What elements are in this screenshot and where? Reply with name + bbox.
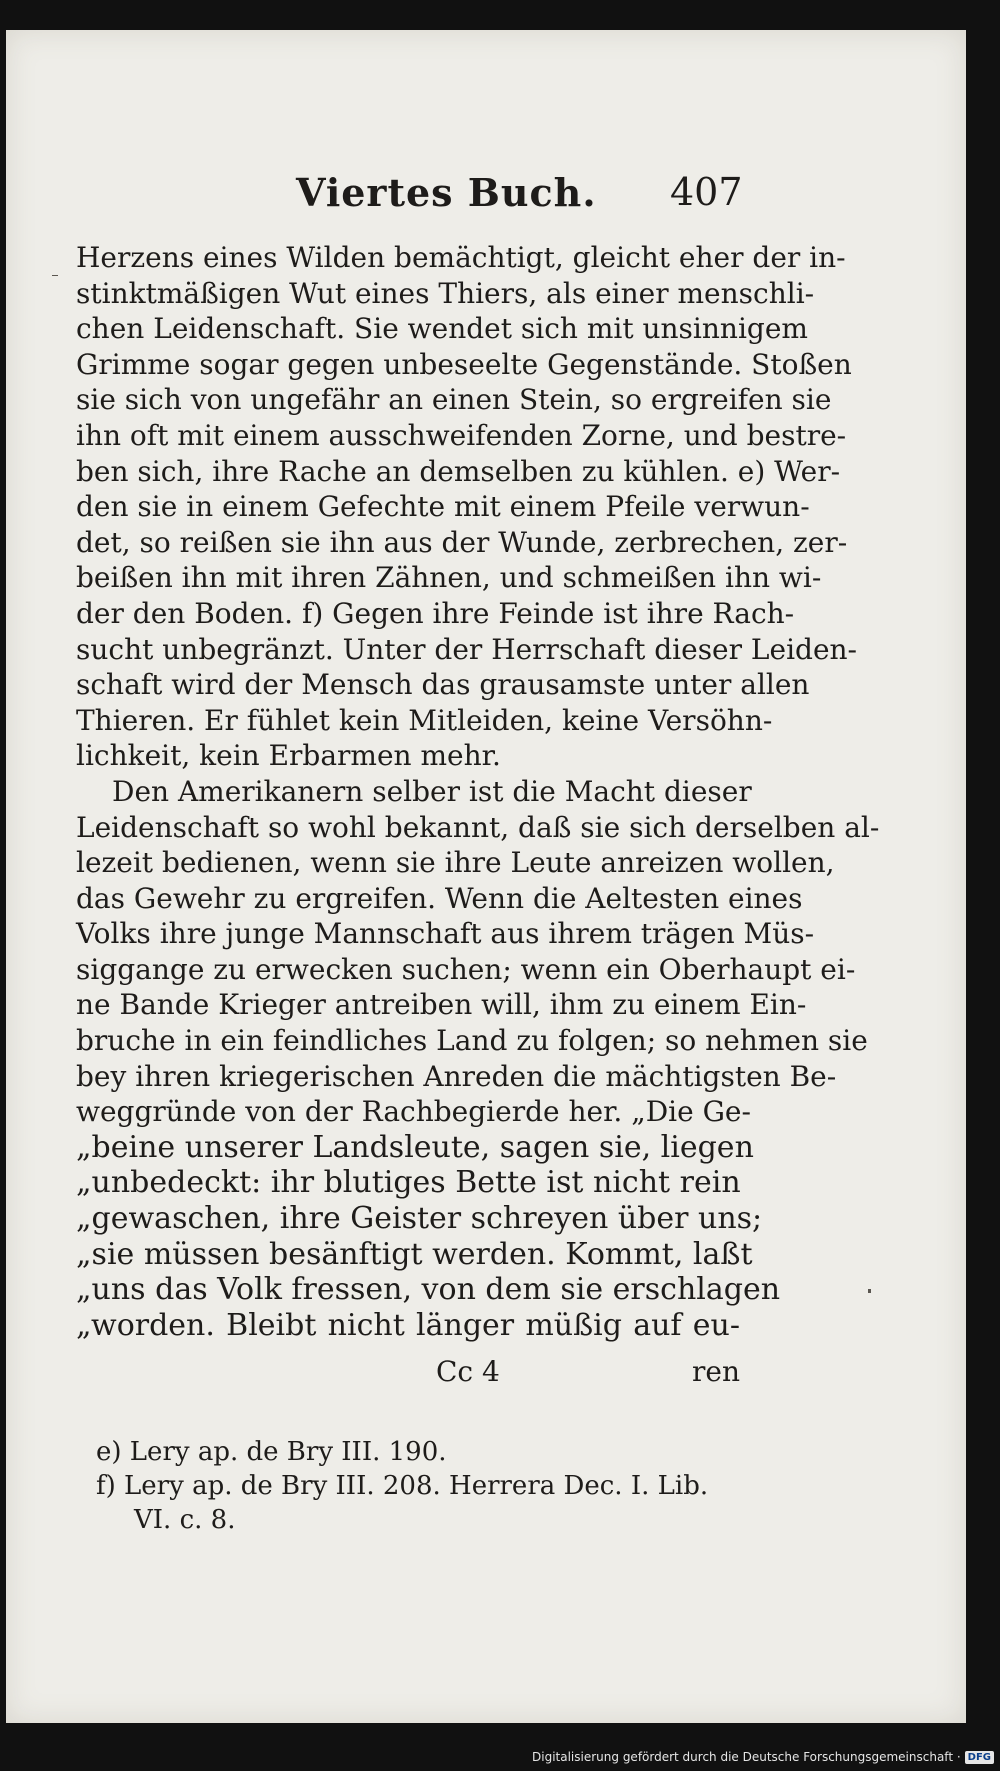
footnote-f: f) Lery ap. de Bry III. 208. Herrera Dec. I. Lib.: [96, 1471, 709, 1501]
text-line: siggange zu erwecken suchen; wenn ein Oberhaupt ei-: [76, 952, 856, 986]
catchword: ren: [692, 1355, 740, 1388]
text-line: lichkeit, kein Erbarmen mehr.: [76, 739, 501, 773]
credit-text: Digitalisierung gefördert durch die Deutsche Forschungsgemeinschaft ·: [532, 1750, 961, 1764]
text-line: schaft wird der Mensch das grausamste unter allen: [76, 668, 810, 702]
text-line: chen Leidenschaft. Sie wendet sich mit unsinnigem: [76, 312, 808, 346]
quoted-line: „worden. Bleibt nicht länger müßig auf eu-: [76, 1307, 740, 1343]
signature-mark: Cc 4: [436, 1355, 500, 1388]
text-line: Grimme sogar gegen unbeseelte Gegenstände. Stoßen: [76, 347, 852, 381]
paper-sheet: [6, 30, 966, 1723]
text-line: sucht unbegränzt. Unter der Herrschaft dieser Leiden-: [76, 632, 858, 666]
text-line: Volks ihre junge Mannschaft aus ihrem trägen Müs-: [76, 917, 815, 951]
text-line: det, so reißen sie ihn aus der Wunde, zerbrechen, zer-: [76, 525, 848, 559]
text-line: das Gewehr zu ergreifen. Wenn die Aeltesten eines: [76, 881, 803, 915]
text-line: Den Amerikanern selber ist die Macht dieser: [112, 774, 752, 808]
digitization-credit: [532, 1747, 994, 1767]
running-title: Viertes Buch.: [296, 170, 597, 215]
footnote-f-continuation: VI. c. 8.: [134, 1505, 236, 1535]
text-line: den sie in einem Gefechte mit einem Pfeile verwun-: [76, 490, 810, 524]
quoted-line: „uns das Volk fressen, von dem sie erschlagen: [76, 1272, 781, 1308]
text-line: Thieren. Er fühlet kein Mitleiden, keine Versöhn-: [76, 703, 773, 737]
text-line: weggründe von der Rachbegierde her. „Die Ge-: [76, 1095, 751, 1129]
quoted-line: „gewaschen, ihre Geister schreyen über uns;: [76, 1201, 763, 1237]
footnote-e: e) Lery ap. de Bry III. 190.: [96, 1437, 447, 1467]
paper-speck: [52, 275, 58, 276]
page-number: 407: [670, 170, 743, 214]
text-line: ihn oft mit einem ausschweifenden Zorne, und bestre-: [76, 418, 847, 452]
dfg-logo: DFG: [965, 1751, 994, 1764]
text-line: lezeit bedienen, wenn sie ihre Leute anreizen wollen,: [76, 846, 835, 880]
text-line: Herzens eines Wilden bemächtigt, gleicht eher der in-: [76, 241, 846, 274]
text-line: ne Bande Krieger antreiben will, ihm zu einem Ein-: [76, 988, 807, 1022]
text-line: stinktmäßigen Wut eines Thiers, als einer menschli-: [76, 276, 815, 310]
text-line: ben sich, ihre Rache an demselben zu kühlen. e) Wer-: [76, 454, 841, 488]
text-line: der den Boden. f) Gegen ihre Feinde ist ihre Rach-: [76, 596, 795, 630]
body-text: [76, 240, 880, 1343]
quoted-line: „beine unserer Landsleute, sagen sie, liegen: [76, 1129, 754, 1165]
text-line: Leidenschaft so wohl bekannt, daß sie sich derselben al-: [76, 810, 880, 844]
text-line: bruche in ein feindliches Land zu folgen; so nehmen sie: [76, 1024, 868, 1058]
text-line: sie sich von ungefähr an einen Stein, so ergreifen sie: [76, 383, 832, 417]
signature-row: [76, 1355, 740, 1395]
footnotes: [96, 1435, 756, 1537]
quoted-line: „unbedeckt: ihr blutiges Bette ist nicht rein: [76, 1165, 741, 1201]
text-line: beißen ihn mit ihren Zähnen, und schmeißen ihn wi-: [76, 561, 822, 595]
paper-speck: [868, 1289, 871, 1293]
text-line: bey ihren kriegerischen Anreden die mächtigsten Be-: [76, 1059, 837, 1093]
quoted-line: „sie müssen besänftigt werden. Kommt, laßt: [76, 1236, 753, 1272]
page-header: [6, 170, 966, 220]
